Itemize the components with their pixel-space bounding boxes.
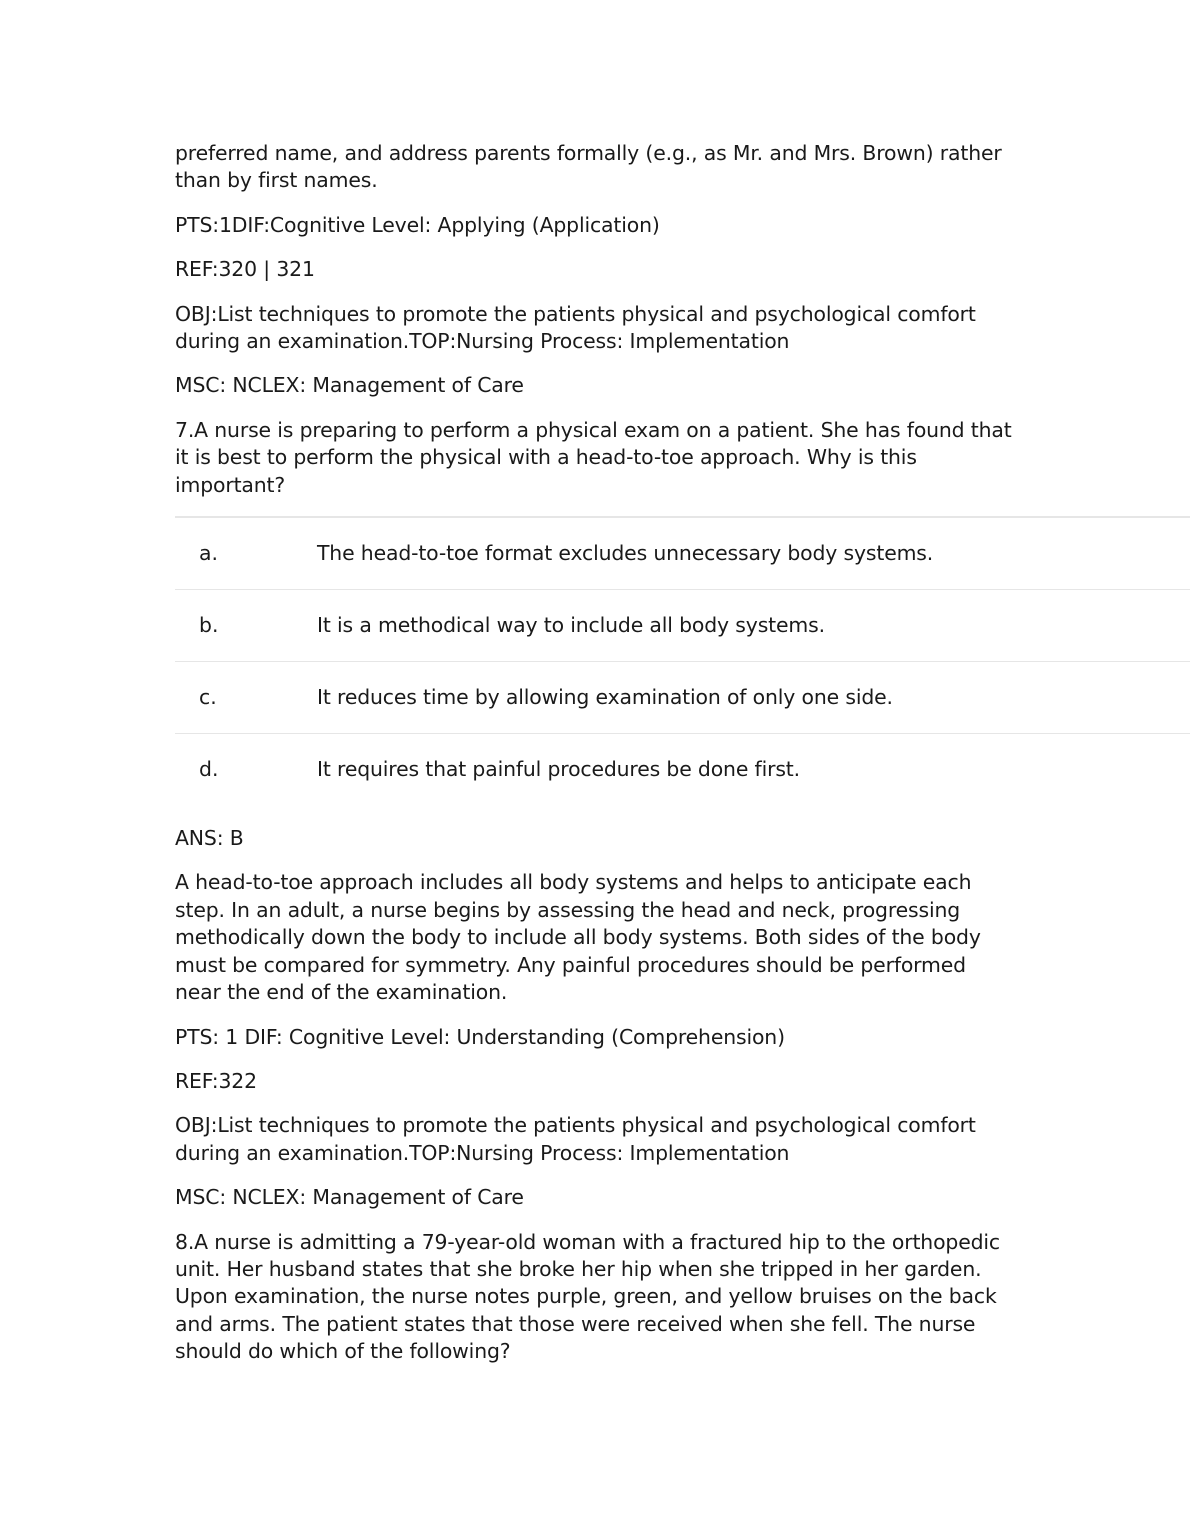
q7-objective-topic: OBJ:List techniques to promote the patients physical and psychological comfort during an examination.TOP:Nursing Process: Implementation [175,1113,976,1165]
q7-msc: MSC: NCLEX: Management of Care [175,1185,524,1210]
choice-row-d [175,734,1190,805]
choice-letter: c. [199,684,217,709]
choice-row-c [175,662,1190,734]
q7-points-difficulty: PTS: 1 DIF: Cognitive Level: Understanding (Comprehension) [175,1024,785,1049]
q6-reference: REF:320 | 321 [175,257,315,282]
choice-text: The head-to-toe format excludes unnecessary body systems. [317,540,934,565]
q6-objective-topic: OBJ:List techniques to promote the patients physical and psychological comfort during an examination.TOP:Nursing Process: Implementation [175,301,976,354]
continued-rationale-text: preferred name, and address parents formally (e.g., as Mr. and Mrs. Brown) rather than by first names. [175,141,1002,193]
q6-points-difficulty: PTS:1DIF:Cognitive Level: Applying (Application) [175,212,660,237]
q7-choices-table [175,516,1190,805]
q8-stem: 8.A nurse is admitting a 79-year-old woman with a fractured hip to the orthopedic unit. Her husband states that she broke her hip when she tripped in her garden. Upon examination, the nurse notes purple, green, and yellow bruises on the back and arms. The patient states that those were received when she fell. The nurse should do which of the following? [175,1229,1000,1364]
choice-text: It is a methodical way to include all body systems. [317,612,825,637]
q6-msc: MSC: NCLEX: Management of Care [175,373,524,398]
choice-text: It reduces time by allowing examination of only one side. [317,684,893,709]
q7-rationale: A head-to-toe approach includes all body systems and helps to anticipate each step. In an adult, a nurse begins by assessing the head and neck, progressing methodically down the body to include all body systems. Both sides of the body must be compared for symmetry. Any painful procedures should be performed near the end of the examination. [175,870,981,1005]
q7-answer: ANS: B [175,826,244,851]
q7-stem: 7.A nurse is preparing to perform a physical exam on a patient. She has found that it is best to perform the physical with a head-to-toe approach. Why is this important? [175,417,1012,497]
choice-row-a [175,518,1190,590]
choice-letter: d. [199,756,219,781]
choice-row-b [175,590,1190,662]
q7-reference: REF:322 [175,1068,257,1093]
choice-letter: a. [199,540,218,565]
choice-letter: b. [199,612,219,637]
document-page [175,140,1190,1383]
choice-text: It requires that painful procedures be done first. [317,756,800,781]
